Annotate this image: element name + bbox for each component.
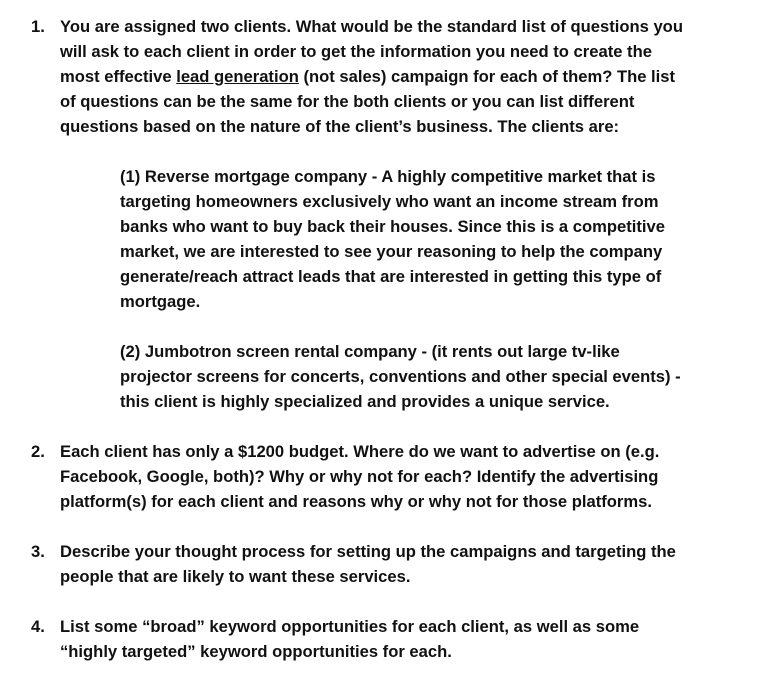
question-number: 2. (31, 442, 45, 461)
text-line: Each client has only a $1200 budget. Where do we want to advertise on (e.g. (60, 442, 660, 461)
text-line: mortgage. (120, 292, 201, 311)
question-number: 4. (31, 617, 45, 636)
text-segment: (not sales) campaign for each of them? The list (298, 67, 676, 86)
underlined-term-lead-generation: lead generation (176, 67, 299, 86)
text-line: Describe your thought process for setting up the campaigns and targeting the (60, 542, 676, 561)
text-line: targeting homeowners exclusively who want an income stream from (120, 192, 659, 211)
text-segment: most effective (60, 67, 177, 86)
text-line: projector screens for concerts, conventions and other special events) - (120, 367, 681, 386)
question-text (60, 14, 683, 139)
question-number: 3. (31, 542, 45, 561)
text-line: this client is highly specialized and provides a unique service. (120, 392, 610, 411)
client-2-description (120, 339, 681, 414)
text-line: List some “broad” keyword opportunities for each client, as well as some (60, 617, 640, 636)
text-line: (2) Jumbotron screen rental company - (it rents out large tv-like (120, 342, 620, 361)
text-line (60, 64, 683, 89)
text-line: (1) Reverse mortgage company - A highly competitive market that is (120, 167, 656, 186)
text-line: market, we are interested to see your reasoning to help the company (120, 242, 663, 261)
question-text (60, 539, 676, 589)
text-line: of questions can be the same for the both clients or you can list different (60, 92, 635, 111)
text-line: people that are likely to want these services. (60, 567, 411, 586)
text-line: banks who want to buy back their houses. Since this is a competitive (120, 217, 665, 236)
question-number: 1. (31, 17, 45, 36)
text-line: Facebook, Google, both)? Why or why not for each? Identify the advertising (60, 467, 659, 486)
text-line: platform(s) for each client and reasons why or why not for those platforms. (60, 492, 652, 511)
text-line: “highly targeted” keyword opportunities for each. (60, 642, 452, 661)
question-text (60, 439, 659, 514)
text-line: generate/reach attract leads that are interested in getting this type of (120, 267, 662, 286)
text-line: will ask to each client in order to get the information you need to create the (60, 42, 652, 61)
text-line: You are assigned two clients. What would be the standard list of questions you (60, 17, 683, 36)
text-line: questions based on the nature of the client’s business. The clients are: (60, 117, 620, 136)
client-1-description (120, 164, 665, 314)
question-text (60, 614, 639, 664)
